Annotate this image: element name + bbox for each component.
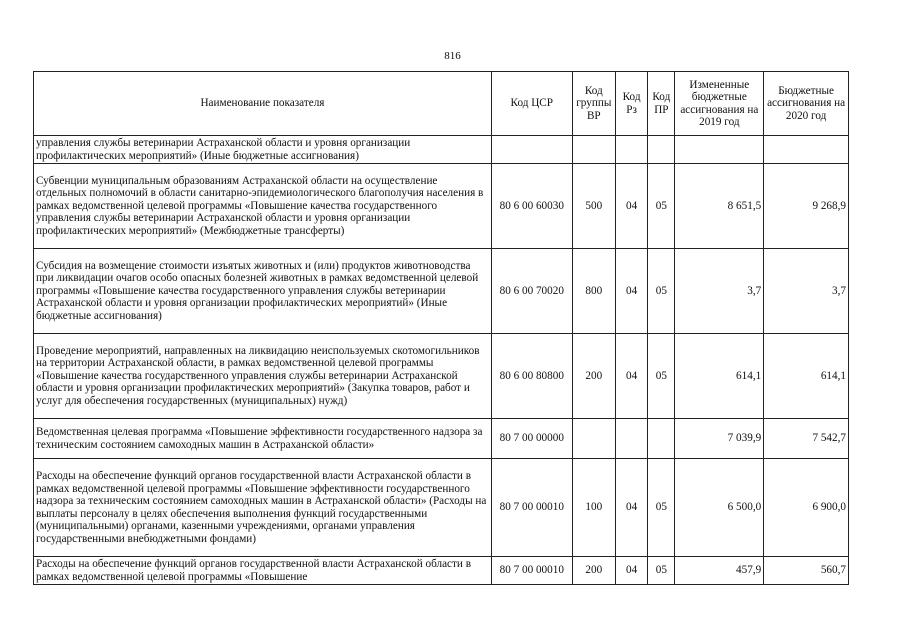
row-csr: 80 6 00 70020	[491, 249, 572, 334]
row-2019: 3,7	[675, 249, 764, 334]
row-pr: 05	[648, 459, 675, 557]
budget-table	[33, 71, 849, 585]
row-rz	[615, 419, 647, 459]
row-vr: 100	[572, 459, 615, 557]
row-name: управления службы ветеринарии Астраханской области и уровня организации профилактических мероприятий» (Иные бюджетные ассигнования)	[34, 136, 492, 164]
row-2020: 560,7	[764, 557, 849, 585]
row-pr: 05	[648, 164, 675, 249]
row-vr: 800	[572, 249, 615, 334]
row-name: Расходы на обеспечение функций органов государственной власти Астраханской области в рамках ведомственной целевой программы «Повышение эффективности государственного надзора за техническим состоянием самоходных машин в Астраханской области» (Расходы на выплаты персоналу в целях обеспечения выполнения функций государственными (муниципальными) органами, казенными учреждениями, органами управления государственными внебюджетными фондами)	[34, 459, 492, 557]
row-vr	[572, 136, 615, 164]
page-number: 816	[444, 50, 461, 62]
row-pr	[648, 136, 675, 164]
row-2019: 8 651,5	[675, 164, 764, 249]
row-vr: 200	[572, 557, 615, 585]
row-2019: 6 500,0	[675, 459, 764, 557]
row-vr: 200	[572, 334, 615, 419]
table-row	[34, 459, 849, 557]
table-row	[34, 557, 849, 585]
row-2019	[675, 136, 764, 164]
row-2020: 3,7	[764, 249, 849, 334]
header-2020: Бюджетные ассигнования на 2020 год	[764, 72, 849, 136]
row-2020	[764, 136, 849, 164]
row-csr: 80 6 00 60030	[491, 164, 572, 249]
header-name: Наименование показателя	[34, 72, 492, 136]
row-csr: 80 6 00 80800	[491, 334, 572, 419]
row-name: Расходы на обеспечение функций органов государственной власти Астраханской области в рамках ведомственной целевой программы «Повышение	[34, 557, 492, 585]
row-rz: 04	[615, 164, 647, 249]
table-row	[34, 136, 849, 164]
header-csr: Код ЦСР	[491, 72, 572, 136]
row-pr	[648, 419, 675, 459]
row-rz: 04	[615, 249, 647, 334]
row-2020: 7 542,7	[764, 419, 849, 459]
row-csr: 80 7 00 00010	[491, 459, 572, 557]
row-name: Проведение мероприятий, направленных на ликвидацию неиспользуемых скотомогильников на территории Астраханской области, в рамках ведомственной целевой программы «Повышение качества государственного управления службы ветеринарии Астраханской области и уровня организации профилактических мероприятий» (Закупка товаров, работ и услуг для обеспечения государственных (муниципальных) нужд)	[34, 334, 492, 419]
row-2020: 6 900,0	[764, 459, 849, 557]
row-rz: 04	[615, 334, 647, 419]
row-rz	[615, 136, 647, 164]
header-vr: Код группы ВР	[572, 72, 615, 136]
row-name: Субсидия на возмещение стоимости изъятых животных и (или) продуктов животноводства при ликвидации очагов особо опасных болезней животных в рамках ведомственной целевой программы «Повышение качества государственного управления службы ветеринарии Астраханской области и уровня организации профилактических мероприятий» (Иные бюджетные ассигнования)	[34, 249, 492, 334]
row-vr: 500	[572, 164, 615, 249]
header-pr: Код ПР	[648, 72, 675, 136]
row-pr: 05	[648, 334, 675, 419]
row-2019: 614,1	[675, 334, 764, 419]
row-2019: 7 039,9	[675, 419, 764, 459]
row-2019: 457,9	[675, 557, 764, 585]
header-rz: Код Рз	[615, 72, 647, 136]
row-name: Субвенции муниципальным образованиям Астраханской области на осуществление отдельных полномочий в области санитарно-эпидемиологического благополучия населения в рамках ведомственной целевой программы «Повышение качества государственного управления службы ветеринарии Астраханской области и уровня организации профилактических мероприятий» (Межбюджетные трансферты)	[34, 164, 492, 249]
row-rz: 04	[615, 557, 647, 585]
row-2020: 614,1	[764, 334, 849, 419]
table-row	[34, 419, 849, 459]
row-pr: 05	[648, 557, 675, 585]
row-vr	[572, 419, 615, 459]
row-name: Ведомственная целевая программа «Повышение эффективности государственного надзора за техническим состоянием самоходных машин в Астраханской области»	[34, 419, 492, 459]
table-row	[34, 249, 849, 334]
table-row	[34, 164, 849, 249]
header-row	[34, 72, 849, 136]
header-2019: Измененные бюджетные ассигнования на 2019 год	[675, 72, 764, 136]
row-csr: 80 7 00 00000	[491, 419, 572, 459]
row-csr	[491, 136, 572, 164]
row-pr: 05	[648, 249, 675, 334]
table-row	[34, 334, 849, 419]
row-rz: 04	[615, 459, 647, 557]
row-2020: 9 268,9	[764, 164, 849, 249]
row-csr: 80 7 00 00010	[491, 557, 572, 585]
